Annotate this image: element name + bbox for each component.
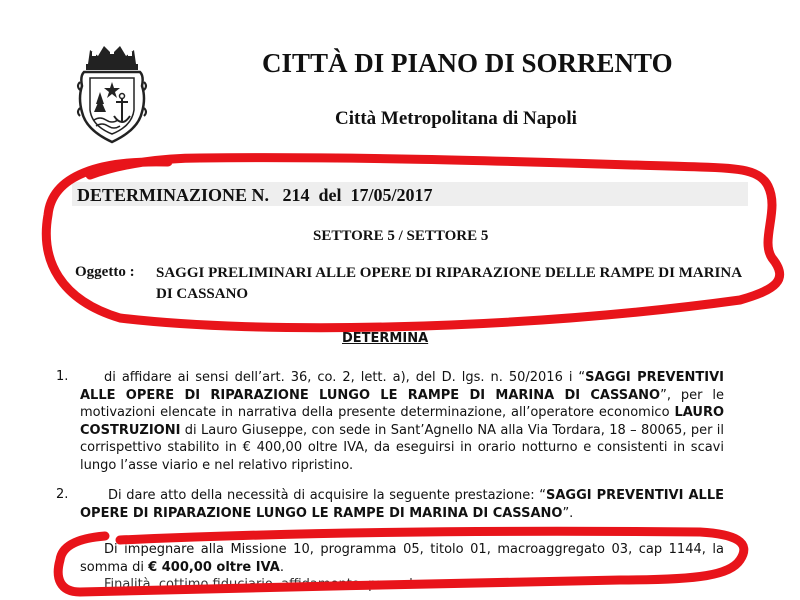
item-3-b1: € 400,00 oltre IVA [148,559,280,575]
item-number: 1. [56,369,69,384]
item-2-text [80,487,724,522]
item-1-text [80,369,724,475]
item-number: 2. [56,487,69,502]
item-1-b1: SAGGI PREVENTIVI ALLE OPERE DI RIPARAZIONE LUNGO LE RAMPE DI MARINA DI CASSANO [80,370,724,403]
city-title: CITTÀ DI PIANO DI SORRENTO [262,48,673,78]
det-date: 17/05/2017 [350,185,433,205]
item-3-text [80,541,724,576]
settore-line: SETTORE 5 / SETTORE 5 [313,228,489,244]
item-1-t2: ”, per le motivazioni elencate in narrativa della presente determinazione, all’operatore economico [80,387,724,421]
det-del: del [318,185,342,205]
item-4-text [80,576,724,600]
oggetto-label: Oggetto : [75,264,135,280]
item-1-t3: di Lauro Giuseppe, con sede in Sant’Agnello NA alla Via Tordara, 18 – 80065, per il corrispettivo stabilito in € 400,00 oltre IVA, da eseguirsi in orario notturno e consistenti in scavi lungo l’asse viario e nel relativo ripristino. [80,422,724,473]
metro-title: Città Metropolitana di Napoli [335,108,577,129]
item-2-t1: Di dare atto della necessità di acquisire la seguente prestazione: “ [108,488,546,503]
det-number: 214 [282,185,310,205]
item-1-b2: LAURO COSTRUZIONI [80,405,724,438]
det-label: DETERMINAZIONE N. [77,185,270,205]
item-3-t2: . [279,559,284,575]
item-3-t1: Di impegnare alla Missione 10, programma 05, titolo 01, macroaggregato 03, cap 1144, la somma di [80,542,724,575]
item-2-t2: ”. [562,505,574,521]
item-1-t1: di affidare ai sensi dell’art. 36, co. 2, lett. a), del D. lgs. n. 50/2016 i “ [104,370,586,385]
determina-heading: DETERMINA [342,331,429,346]
item-4-t1: Finalità, cottimo fiduciario, affidamento, procedura [104,577,435,592]
coat-of-arms-icon [76,42,148,146]
oggetto-text: SAGGI PRELIMINARI ALLE OPERE DI RIPARAZIONE DELLE RAMPE DI MARINA DI CASSANO [156,265,742,302]
item-2-b1: SAGGI PREVENTIVI ALLE OPERE DI RIPARAZIONE LUNGO LE RAMPE DI MARINA DI CASSANO [80,488,724,521]
determinazione-line [77,185,433,206]
